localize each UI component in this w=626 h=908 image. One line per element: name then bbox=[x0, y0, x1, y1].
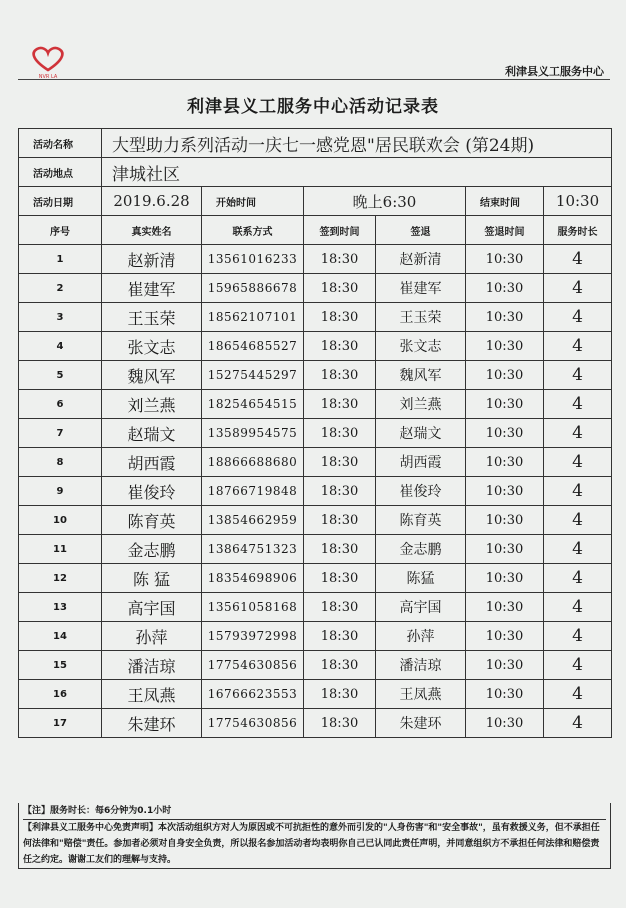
volunteer-name: 朱建环 bbox=[102, 709, 202, 738]
volunteer-phone: 13561058168 bbox=[202, 593, 304, 622]
signout-signature: 崔建军 bbox=[376, 274, 466, 303]
header-divider bbox=[18, 79, 610, 80]
volunteer-name: 赵瑞文 bbox=[102, 419, 202, 448]
table-row bbox=[19, 535, 612, 564]
volunteer-phone: 13864751323 bbox=[202, 535, 304, 564]
checkin-time: 18:30 bbox=[304, 506, 376, 535]
table-row bbox=[19, 245, 612, 274]
checkout-time: 10:30 bbox=[466, 419, 544, 448]
volunteer-phone: 13589954575 bbox=[202, 419, 304, 448]
checkout-time: 10:30 bbox=[466, 303, 544, 332]
end-time-value: 10:30 bbox=[544, 187, 612, 216]
row-number: 10 bbox=[19, 506, 102, 535]
col-header-phone: 联系方式 bbox=[202, 216, 304, 245]
signout-signature: 魏风军 bbox=[376, 361, 466, 390]
service-hours: 4 bbox=[544, 564, 612, 593]
signout-signature: 陈猛 bbox=[376, 564, 466, 593]
row-number: 3 bbox=[19, 303, 102, 332]
volunteer-name: 崔俊玲 bbox=[102, 477, 202, 506]
table-row bbox=[19, 477, 612, 506]
checkin-time: 18:30 bbox=[304, 274, 376, 303]
volunteer-phone: 18654685527 bbox=[202, 332, 304, 361]
service-hours: 4 bbox=[544, 477, 612, 506]
service-hours: 4 bbox=[544, 535, 612, 564]
disclaimer-text: 【利津县义工服务中心免责声明】本次活动组织方对人为原因或不可抗拒性的意外而引发的"人身伤害"和"安全事故"，虽有救援义务，但不承担任何法律和"赔偿"责任。参加者必须对自身安全负责，所以报名参加活动者均表明你自己已认同此责任声明，并同意组织方不承担任何法律和赔偿责任之约定。谢谢工友们的理解与支持。 bbox=[23, 823, 600, 865]
service-hours: 4 bbox=[544, 506, 612, 535]
service-hours-note: 【注】服务时长：每6分钟为0.1小时 bbox=[23, 803, 606, 820]
location-value: 津城社区 bbox=[102, 158, 612, 187]
signout-signature: 潘洁琼 bbox=[376, 651, 466, 680]
row-number: 7 bbox=[19, 419, 102, 448]
checkout-time: 10:30 bbox=[466, 506, 544, 535]
signout-signature: 王凤燕 bbox=[376, 680, 466, 709]
volunteer-phone: 15793972998 bbox=[202, 622, 304, 651]
service-hours: 4 bbox=[544, 593, 612, 622]
checkin-time: 18:30 bbox=[304, 680, 376, 709]
checkout-time: 10:30 bbox=[466, 477, 544, 506]
volunteer-name: 孙萍 bbox=[102, 622, 202, 651]
checkin-time: 18:30 bbox=[304, 303, 376, 332]
checkin-time: 18:30 bbox=[304, 390, 376, 419]
row-number: 9 bbox=[19, 477, 102, 506]
start-time-label: 开始时间 bbox=[202, 187, 304, 216]
volunteer-name: 崔建军 bbox=[102, 274, 202, 303]
volunteer-name: 刘兰燕 bbox=[102, 390, 202, 419]
service-hours: 4 bbox=[544, 390, 612, 419]
volunteer-name: 张文志 bbox=[102, 332, 202, 361]
table-row bbox=[19, 593, 612, 622]
checkin-time: 18:30 bbox=[304, 651, 376, 680]
checkout-time: 10:30 bbox=[466, 274, 544, 303]
volunteer-phone: 13561016233 bbox=[202, 245, 304, 274]
volunteer-phone: 18254654515 bbox=[202, 390, 304, 419]
activity-name-label: 活动名称 bbox=[19, 129, 102, 158]
volunteer-rows bbox=[19, 245, 612, 738]
volunteer-phone: 13854662959 bbox=[202, 506, 304, 535]
row-number: 2 bbox=[19, 274, 102, 303]
volunteer-phone: 18766719848 bbox=[202, 477, 304, 506]
volunteer-name: 潘洁琼 bbox=[102, 651, 202, 680]
volunteer-phone: 17754630856 bbox=[202, 709, 304, 738]
table-row bbox=[19, 303, 612, 332]
activity-record-table bbox=[18, 128, 612, 738]
checkin-time: 18:30 bbox=[304, 535, 376, 564]
volunteer-phone: 18354698906 bbox=[202, 564, 304, 593]
signout-signature: 刘兰燕 bbox=[376, 390, 466, 419]
signout-signature: 陈育英 bbox=[376, 506, 466, 535]
volunteer-name: 魏风军 bbox=[102, 361, 202, 390]
checkout-time: 10:30 bbox=[466, 622, 544, 651]
col-header-hours: 服务时长 bbox=[544, 216, 612, 245]
volunteer-phone: 18562107101 bbox=[202, 303, 304, 332]
volunteer-phone: 16766623553 bbox=[202, 680, 304, 709]
table-row bbox=[19, 564, 612, 593]
logo-text: NVR LA bbox=[38, 74, 58, 80]
checkin-time: 18:30 bbox=[304, 564, 376, 593]
volunteer-name: 胡西霞 bbox=[102, 448, 202, 477]
checkout-time: 10:30 bbox=[466, 593, 544, 622]
checkin-time: 18:30 bbox=[304, 245, 376, 274]
checkout-time: 10:30 bbox=[466, 361, 544, 390]
service-hours: 4 bbox=[544, 332, 612, 361]
table-row bbox=[19, 506, 612, 535]
checkout-time: 10:30 bbox=[466, 448, 544, 477]
table-row bbox=[19, 274, 612, 303]
signout-signature: 张文志 bbox=[376, 332, 466, 361]
date-row bbox=[19, 187, 612, 216]
org-name: 利津县义工服务中心 bbox=[505, 65, 604, 78]
volunteer-name: 陈 猛 bbox=[102, 564, 202, 593]
row-number: 13 bbox=[19, 593, 102, 622]
checkout-time: 10:30 bbox=[466, 680, 544, 709]
table-row bbox=[19, 390, 612, 419]
col-header-checkout: 签退时间 bbox=[466, 216, 544, 245]
table-row bbox=[19, 419, 612, 448]
date-value: 2019.6.28 bbox=[102, 187, 202, 216]
volunteer-name: 陈育英 bbox=[102, 506, 202, 535]
row-number: 14 bbox=[19, 622, 102, 651]
location-label: 活动地点 bbox=[19, 158, 102, 187]
volunteer-phone: 18866688680 bbox=[202, 448, 304, 477]
signout-signature: 朱建环 bbox=[376, 709, 466, 738]
signout-signature: 金志鹏 bbox=[376, 535, 466, 564]
volunteer-name: 王凤燕 bbox=[102, 680, 202, 709]
table-row bbox=[19, 622, 612, 651]
col-header-no: 序号 bbox=[19, 216, 102, 245]
date-label: 活动日期 bbox=[19, 187, 102, 216]
signout-signature: 胡西霞 bbox=[376, 448, 466, 477]
row-number: 15 bbox=[19, 651, 102, 680]
volunteer-phone: 17754630856 bbox=[202, 651, 304, 680]
activity-name-row bbox=[19, 129, 612, 158]
signout-signature: 王玉荣 bbox=[376, 303, 466, 332]
column-header-row bbox=[19, 216, 612, 245]
checkin-time: 18:30 bbox=[304, 477, 376, 506]
volunteer-name: 高宇国 bbox=[102, 593, 202, 622]
heart-logo-icon bbox=[20, 44, 76, 80]
service-hours: 4 bbox=[544, 622, 612, 651]
row-number: 16 bbox=[19, 680, 102, 709]
table-row bbox=[19, 680, 612, 709]
table-row bbox=[19, 709, 612, 738]
col-header-signout: 签退 bbox=[376, 216, 466, 245]
checkin-time: 18:30 bbox=[304, 361, 376, 390]
checkin-time: 18:30 bbox=[304, 332, 376, 361]
checkout-time: 10:30 bbox=[466, 390, 544, 419]
signout-signature: 赵瑞文 bbox=[376, 419, 466, 448]
col-header-name: 真实姓名 bbox=[102, 216, 202, 245]
signout-signature: 赵新清 bbox=[376, 245, 466, 274]
volunteer-name: 赵新清 bbox=[102, 245, 202, 274]
checkout-time: 10:30 bbox=[466, 564, 544, 593]
service-hours: 4 bbox=[544, 245, 612, 274]
service-hours: 4 bbox=[544, 419, 612, 448]
signout-signature: 孙萍 bbox=[376, 622, 466, 651]
service-hours: 4 bbox=[544, 448, 612, 477]
service-hours: 4 bbox=[544, 274, 612, 303]
start-time-value: 晚上6:30 bbox=[304, 187, 466, 216]
col-header-checkin: 签到时间 bbox=[304, 216, 376, 245]
volunteer-name: 王玉荣 bbox=[102, 303, 202, 332]
signout-signature: 崔俊玲 bbox=[376, 477, 466, 506]
table-row bbox=[19, 332, 612, 361]
table-row bbox=[19, 651, 612, 680]
volunteer-phone: 15965886678 bbox=[202, 274, 304, 303]
service-hours: 4 bbox=[544, 361, 612, 390]
row-number: 1 bbox=[19, 245, 102, 274]
checkin-time: 18:30 bbox=[304, 622, 376, 651]
checkout-time: 10:30 bbox=[466, 245, 544, 274]
row-number: 17 bbox=[19, 709, 102, 738]
row-number: 6 bbox=[19, 390, 102, 419]
checkin-time: 18:30 bbox=[304, 709, 376, 738]
row-number: 12 bbox=[19, 564, 102, 593]
service-hours: 4 bbox=[544, 680, 612, 709]
checkout-time: 10:30 bbox=[466, 709, 544, 738]
location-row bbox=[19, 158, 612, 187]
row-number: 5 bbox=[19, 361, 102, 390]
table-row bbox=[19, 361, 612, 390]
checkout-time: 10:30 bbox=[466, 651, 544, 680]
row-number: 11 bbox=[19, 535, 102, 564]
end-time-label: 结束时间 bbox=[466, 187, 544, 216]
activity-name-value: 大型助力系列活动一庆七一感党恩"居民联欢会 (第24期) bbox=[102, 129, 612, 158]
checkout-time: 10:30 bbox=[466, 332, 544, 361]
checkout-time: 10:30 bbox=[466, 535, 544, 564]
service-hours: 4 bbox=[544, 303, 612, 332]
volunteer-name: 金志鹏 bbox=[102, 535, 202, 564]
service-hours: 4 bbox=[544, 709, 612, 738]
signout-signature: 高宇国 bbox=[376, 593, 466, 622]
service-hours: 4 bbox=[544, 651, 612, 680]
page-title: 利津县义工服务中心活动记录表 bbox=[187, 97, 439, 117]
row-number: 8 bbox=[19, 448, 102, 477]
checkin-time: 18:30 bbox=[304, 448, 376, 477]
footer-notes bbox=[18, 803, 611, 869]
checkin-time: 18:30 bbox=[304, 419, 376, 448]
table-row bbox=[19, 448, 612, 477]
volunteer-phone: 15275445297 bbox=[202, 361, 304, 390]
row-number: 4 bbox=[19, 332, 102, 361]
checkin-time: 18:30 bbox=[304, 593, 376, 622]
